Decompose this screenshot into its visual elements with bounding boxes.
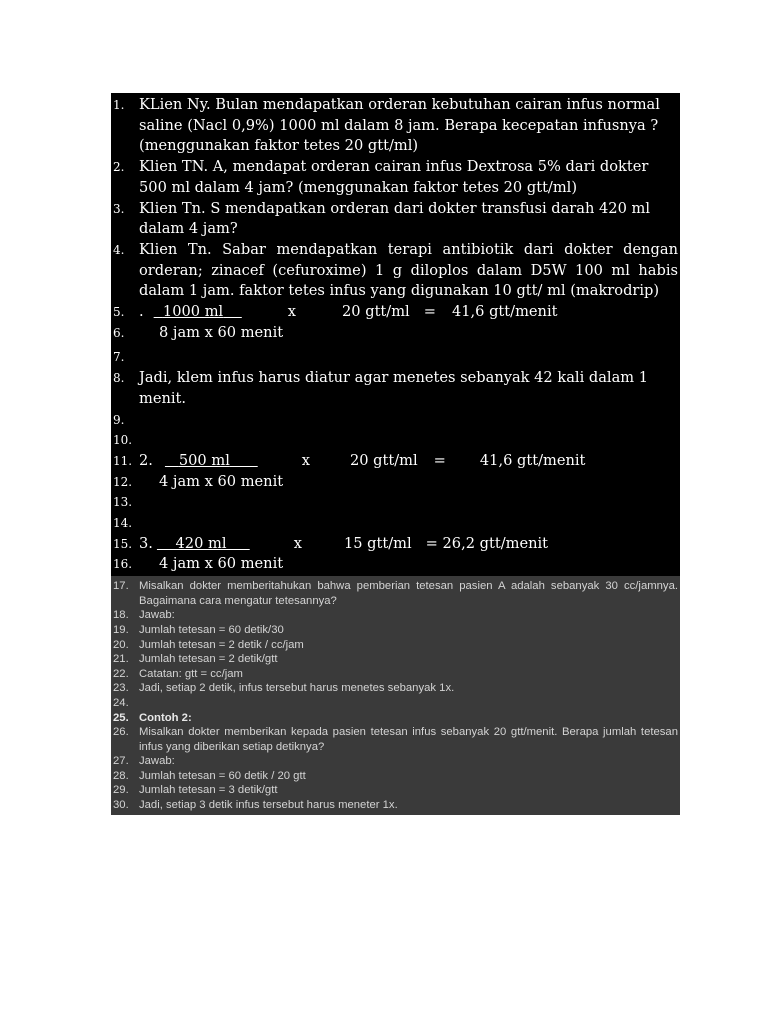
formula-prefix: . — [139, 303, 144, 321]
line-text: Jumlah tetesan = 60 detik/30 — [139, 623, 284, 636]
formula-line — [111, 302, 680, 323]
example-heading: Contoh 2: — [139, 711, 192, 724]
question-1-text: KLien Ny. Bulan mendapatkan orderan kebutuhan cairan infus normal saline (Nacl 0,9%) 1000 ml dalam 8 jam. Berapa kecepatan infusnya ? (menggunakan faktor tetes 20 gtt/ml) — [139, 96, 660, 155]
line-number: 4. — [113, 242, 125, 257]
list-item — [111, 410, 680, 431]
formula-result: 41,6 gtt/menit — [479, 451, 586, 469]
formula-prefix: 2. — [139, 451, 153, 469]
line-number: 24. — [113, 696, 129, 709]
list-item — [111, 652, 678, 667]
line-text: Misalkan dokter memberikan kepada pasien tetesan infus sebanyak 20 gtt/menit. Berapa jumlah tetesan infus yang diberikan setiap detiknya? — [139, 726, 678, 753]
formula-equals: = — [433, 451, 446, 469]
formula-line — [111, 451, 680, 472]
line-number: 22. — [113, 667, 129, 680]
formula-denominator: 4 jam x 60 menit — [159, 555, 284, 573]
list-item — [111, 579, 678, 608]
line-number: 28. — [113, 769, 129, 782]
line-text: Jumlah tetesan = 2 detik / cc/jam — [139, 638, 304, 651]
formula-line — [111, 323, 680, 344]
formula-numerator: 500 ml — [178, 451, 230, 469]
list-item — [111, 783, 678, 798]
line-number: 19. — [113, 623, 129, 636]
list-item — [111, 769, 678, 784]
formula-denominator: 8 jam x 60 menit — [159, 323, 284, 341]
formula-numerator: 420 ml — [175, 534, 227, 552]
line-number: 21. — [113, 653, 129, 666]
list-item — [111, 754, 678, 769]
list-item — [111, 430, 680, 451]
formula-factor: 20 gtt/ml — [349, 451, 418, 469]
formula-equals: = — [423, 303, 436, 321]
line-number: 20. — [113, 638, 129, 651]
line-text: Jawab: — [139, 609, 175, 622]
line-number: 14. — [113, 516, 133, 531]
line-number: 16. — [113, 557, 133, 572]
list-item — [111, 725, 678, 754]
line-number: 17. — [113, 580, 129, 593]
list-item — [111, 240, 680, 302]
question-4-text: Klien Tn. Sabar mendapatkan terapi antibiotik dari dokter dengan orderan; zinacef (cefuroxime) 1 g diloplos dalam D5W 100 ml habis dalam 1 jam. faktor tetes infus yang digunakan 10 gtt/ ml (makrodrip) — [139, 240, 678, 300]
question-3-text: Klien Tn. S mendapatkan orderan dari dokter transfusi darah 420 ml dalam 4 jam? — [139, 199, 651, 238]
conclusion-text: Jadi, klem infus harus diatur agar menetes sebanyak 42 kali dalam 1 menit. — [139, 369, 649, 407]
line-number: 29. — [113, 784, 129, 797]
line-number: 1. — [113, 98, 125, 112]
formula-denominator: 4 jam x 60 menit — [159, 472, 284, 490]
list-item — [111, 696, 678, 711]
bottom-section — [111, 576, 680, 815]
formula-result: 41,6 gtt/menit — [451, 303, 558, 321]
line-number: 15. — [113, 536, 133, 551]
list-item — [111, 157, 680, 198]
line-text: Misalkan dokter memberitahukan bahwa pemberian tetesan pasien A adalah sebanyak 30 cc/jamnya. Bagaimana cara mengatur tetesannya? — [139, 580, 678, 607]
line-number: 26. — [113, 726, 129, 739]
list-item — [111, 608, 678, 623]
line-number: 2. — [113, 160, 125, 175]
line-text: Jawab: — [139, 755, 175, 768]
formula-line — [111, 534, 680, 555]
list-item — [111, 623, 678, 638]
line-number: 3. — [113, 201, 125, 216]
line-number: 30. — [113, 799, 129, 812]
line-number: 12. — [113, 474, 133, 489]
line-number: 27. — [113, 755, 129, 768]
list-item — [111, 667, 678, 682]
formula-times: x — [287, 303, 297, 321]
line-text: Jadi, setiap 3 detik infus tersebut harus meneter 1x. — [139, 799, 398, 812]
list-item — [111, 681, 678, 696]
line-number: 23. — [113, 682, 129, 695]
line-text — [139, 696, 678, 711]
list-item — [111, 638, 678, 653]
list-item — [111, 347, 680, 368]
line-number: 18. — [113, 609, 129, 622]
line-text: Jumlah tetesan = 3 detik/gtt — [139, 784, 278, 797]
line-text: Jumlah tetesan = 2 detik/gtt — [139, 653, 278, 666]
list-item — [111, 711, 678, 726]
line-number: 13. — [113, 495, 133, 510]
formula-line — [111, 554, 680, 575]
top-section — [111, 93, 680, 576]
formula-line — [111, 472, 680, 493]
line-text: Jadi, setiap 2 detik, infus tersebut harus menetes sebanyak 1x. — [139, 682, 455, 695]
line-number: 9. — [113, 412, 125, 427]
formula-factor: 15 gtt/ml — [343, 534, 412, 552]
line-number: 25. — [113, 711, 129, 724]
line-number: 8. — [113, 371, 125, 386]
list-item — [111, 368, 680, 409]
list-item — [111, 798, 678, 813]
list-item — [111, 95, 680, 157]
line-number: 7. — [113, 350, 125, 365]
list-item — [111, 513, 680, 534]
line-text: Jumlah tetesan = 60 detik / 20 gtt — [139, 769, 306, 782]
formula-prefix: 3. — [139, 534, 153, 552]
line-number: 6. — [113, 325, 125, 340]
line-text: Catatan: gtt = cc/jam — [139, 667, 243, 680]
line-number: 11. — [113, 453, 133, 468]
formula-times: x — [293, 534, 302, 552]
line-number: 10. — [113, 433, 133, 448]
line-number: 5. — [113, 305, 125, 320]
document-page — [111, 93, 680, 815]
list-item — [111, 199, 680, 240]
formula-result: = 26,2 gtt/menit — [425, 534, 549, 552]
question-2-text: Klien TN. A, mendapat orderan cairan infus Dextrosa 5% dari dokter 500 ml dalam 4 jam? (menggunakan faktor tetes 20 gtt/ml) — [139, 158, 649, 196]
list-item — [111, 492, 680, 513]
formula-times: x — [301, 451, 310, 469]
formula-numerator: 1000 ml — [162, 303, 224, 321]
formula-factor: 20 gtt/ml — [342, 303, 410, 321]
